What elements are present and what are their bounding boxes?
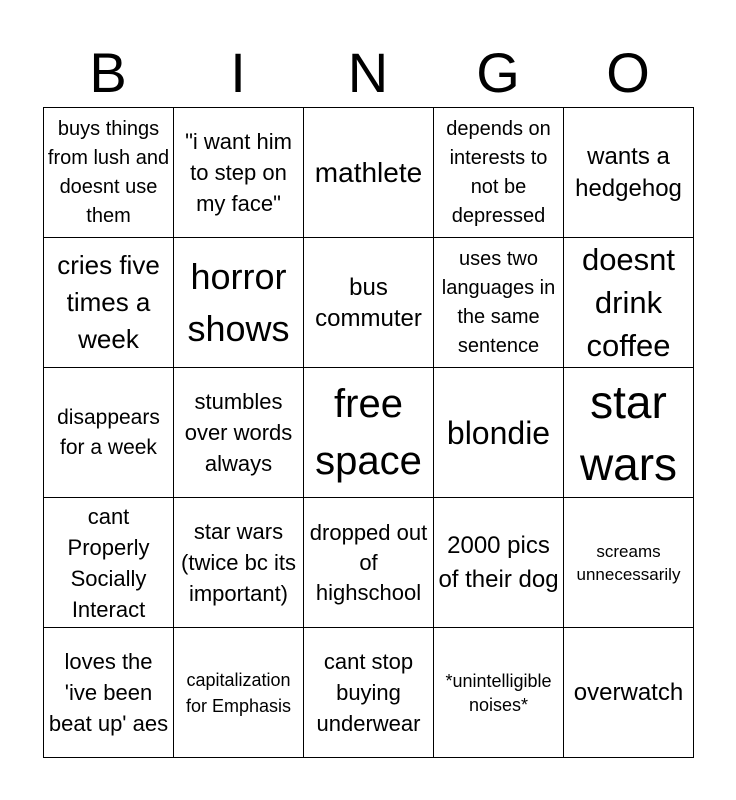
- bingo-cell-o-1[interactable]: [564, 108, 694, 238]
- bingo-cell-text: star wars: [579, 375, 678, 490]
- bingo-cell-g-5[interactable]: [434, 628, 564, 758]
- bingo-cell-b-3[interactable]: [44, 368, 174, 498]
- header-letter-o: O: [606, 41, 650, 104]
- bingo-cell-text: uses two languages in the same sentence: [441, 247, 556, 357]
- bingo-cell-text: stumbles over words always: [184, 389, 293, 476]
- bingo-cell-b-2[interactable]: [44, 238, 174, 368]
- bingo-cell-i-5[interactable]: [174, 628, 304, 758]
- bingo-cell-g-3[interactable]: [434, 368, 564, 498]
- bingo-cell-n-2[interactable]: [304, 238, 434, 368]
- header-letter-i: I: [230, 41, 246, 104]
- bingo-cell-text: cant stop buying underwear: [316, 649, 421, 736]
- bingo-cell-g-2[interactable]: [434, 238, 564, 368]
- bingo-cell-text: 2000 pics of their dog: [438, 531, 559, 593]
- bingo-cell-text: depends on interests to not be depressed: [446, 117, 551, 227]
- bingo-cell-text: mathlete: [314, 156, 423, 188]
- bingo-cell-text: doesnt drink coffee: [581, 242, 676, 363]
- bingo-cell-n-5[interactable]: [304, 628, 434, 758]
- bingo-cell-text: buys things from lush and doesnt use them: [47, 117, 170, 227]
- header-letter-g: G: [476, 41, 520, 104]
- bingo-cell-text: bus commuter: [315, 273, 422, 332]
- bingo-cell-n-3[interactable]: [304, 368, 434, 498]
- bingo-cell-text: loves the 'ive been beat up' aes: [48, 649, 169, 736]
- bingo-cell-o-3[interactable]: [564, 368, 694, 498]
- bingo-cell-text: blondie: [446, 414, 551, 451]
- bingo-cell-b-4[interactable]: [44, 498, 174, 628]
- bingo-cell-text: horror shows: [187, 255, 290, 349]
- bingo-cell-o-4[interactable]: [564, 498, 694, 628]
- bingo-cell-b-1[interactable]: [44, 108, 174, 238]
- bingo-cell-g-1[interactable]: [434, 108, 564, 238]
- bingo-cell-o-2[interactable]: [564, 238, 694, 368]
- bingo-cell-text: cant Properly Socially Interact: [67, 503, 150, 622]
- bingo-cell-b-5[interactable]: [44, 628, 174, 758]
- bingo-cell-i-1[interactable]: [174, 108, 304, 238]
- bingo-cell-g-4[interactable]: [434, 498, 564, 628]
- bingo-cell-text: star wars (twice bc its important): [181, 519, 296, 606]
- bingo-board: [43, 107, 694, 758]
- bingo-cell-text: wants a hedgehog: [575, 142, 682, 202]
- header-letter-b: B: [89, 41, 127, 104]
- bingo-cell-text: overwatch: [573, 678, 684, 706]
- bingo-cell-text: "i want him to step on my face": [185, 129, 292, 216]
- bingo-cell-i-3[interactable]: [174, 368, 304, 498]
- bingo-cell-text: cries five times a week: [57, 250, 160, 354]
- bingo-cell-n-1[interactable]: [304, 108, 434, 238]
- bingo-cell-o-5[interactable]: [564, 628, 694, 758]
- bingo-cell-text: screams unnecessarily: [576, 541, 681, 584]
- bingo-header: [43, 40, 693, 106]
- bingo-cell-n-4[interactable]: [304, 498, 434, 628]
- bingo-cell-text: free space: [315, 381, 422, 483]
- bingo-cell-text: disappears for a week: [57, 405, 160, 459]
- bingo-cell-text: dropped out of highschool: [309, 519, 428, 605]
- header-letter-n: N: [347, 41, 389, 104]
- bingo-cell-text: capitalization for Emphasis: [185, 669, 292, 716]
- bingo-cell-i-2[interactable]: [174, 238, 304, 368]
- bingo-cell-i-4[interactable]: [174, 498, 304, 628]
- bingo-cell-text: *unintelligible noises*: [445, 670, 552, 715]
